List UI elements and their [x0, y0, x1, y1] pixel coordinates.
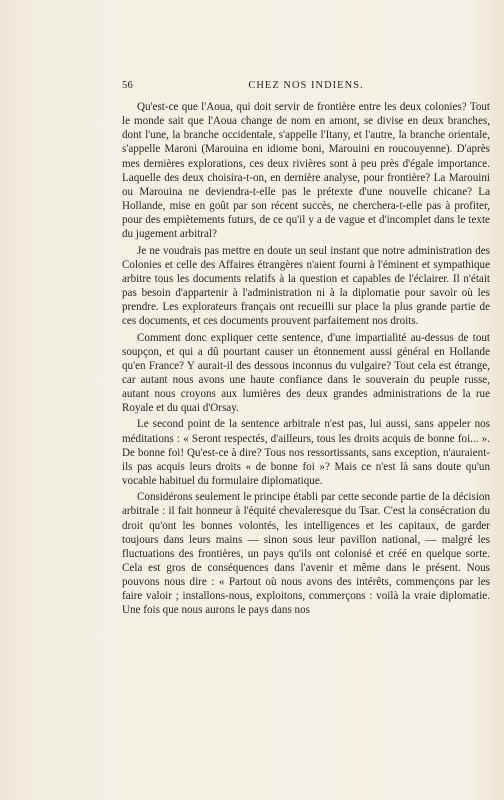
paragraph: Qu'est-ce que l'Aoua, qui doit servir de frontière entre les deux colonies? Tout le monde sait que l'Aoua change de nom en amont, se divise en deux branches, dont l'une, la branche occidentale, s'appelle l'Itany, et l'autre, la branche orientale, s'appelle Maroni (Marouina en idiome boni, Marouini en roucouyenne). D'après mes dernières explorations, ces deux rivières sont à peu près d'égale importance. Laquelle des deux choisira-t-on, en dernière analyse, pour frontière? La Marouini ou Marouina ne deviendra-t-elle pas le prétexte d'une nouvelle chicane? La Hollande, mise en goût par son récent succès, ne cherchera-t-elle pas à profiter, pour des empiètements futurs, de ce qu'il y a de vague et d'incomplet dans le texte du jugement arbitral?	[122, 101, 490, 241]
paragraph: Considérons seulement le principe établi par cette seconde partie de la décision arbitrale : il fait honneur à l'équité chevaleresque du Tsar. C'est la consécration du droit qu'ont les bonnes volontés, les intelligences et les capitaux, de garder toujours dans leurs mains — sinon sous leur pavillon national, — malgré les fluctuations des frontières, un pays qu'ils ont colonisé et créé en quelque sorte. Cela est gros de conséquences dans l'avenir et même dans le présent. Nous pouvons nous dire : « Partout où nous avons des intérêts, commençons par les faire valoir ; installons-nous, exploitons, commerçons : voilà la vraie diplomatie. Une fois que nous aurons le pays dans nos	[122, 491, 490, 617]
body-text	[122, 100, 490, 618]
page-number: 56	[122, 80, 134, 91]
paragraph: Comment donc expliquer cette sentence, d'une impartialité au-dessus de tout soupçon, et qui a dû pourtant causer un étonnement aussi général en Hollande qu'en France? Y aurait-il des dessous inconnus du vulgaire? Tout cela est étrange, car autant nous avons une haute confiance dans le souverain du peuple russe, autant nous croyons aux lumières des deux grandes administrations de la rue Royale et du quai d'Orsay.	[122, 331, 490, 415]
page-header	[122, 80, 490, 96]
paragraph: Je ne voudrais pas mettre en doute un seul instant que notre administration des Colonies et celle des Affaires étrangères n'aient fourni à l'éminent et sympathique arbitre tous les documents relatifs à la question et capables de l'éclairer. Il n'était pas besoin d'appartenir à l'administration ni à la diplomatie pour savoir où les prendre. Les explorateurs français ont recueilli sur place la plus grande partie de ces documents, et ces documents prouvent parfaitement nos droits.	[122, 244, 490, 328]
running-title: CHEZ NOS INDIENS.	[248, 80, 364, 91]
paragraph: Le second point de la sentence arbitrale n'est pas, lui aussi, sans appeler nos méditations : « Seront respectés, d'ailleurs, tous les droits acquis de bonne foi... ». De bonne foi! Qu'est-ce à dire? Tous nos ressortissants, sans exception, n'auraient-ils pas acquis leurs droits « de bonne foi »? Mais ce n'est là sans doute qu'un vocable habituel du formulaire diplomatique.	[122, 418, 490, 488]
